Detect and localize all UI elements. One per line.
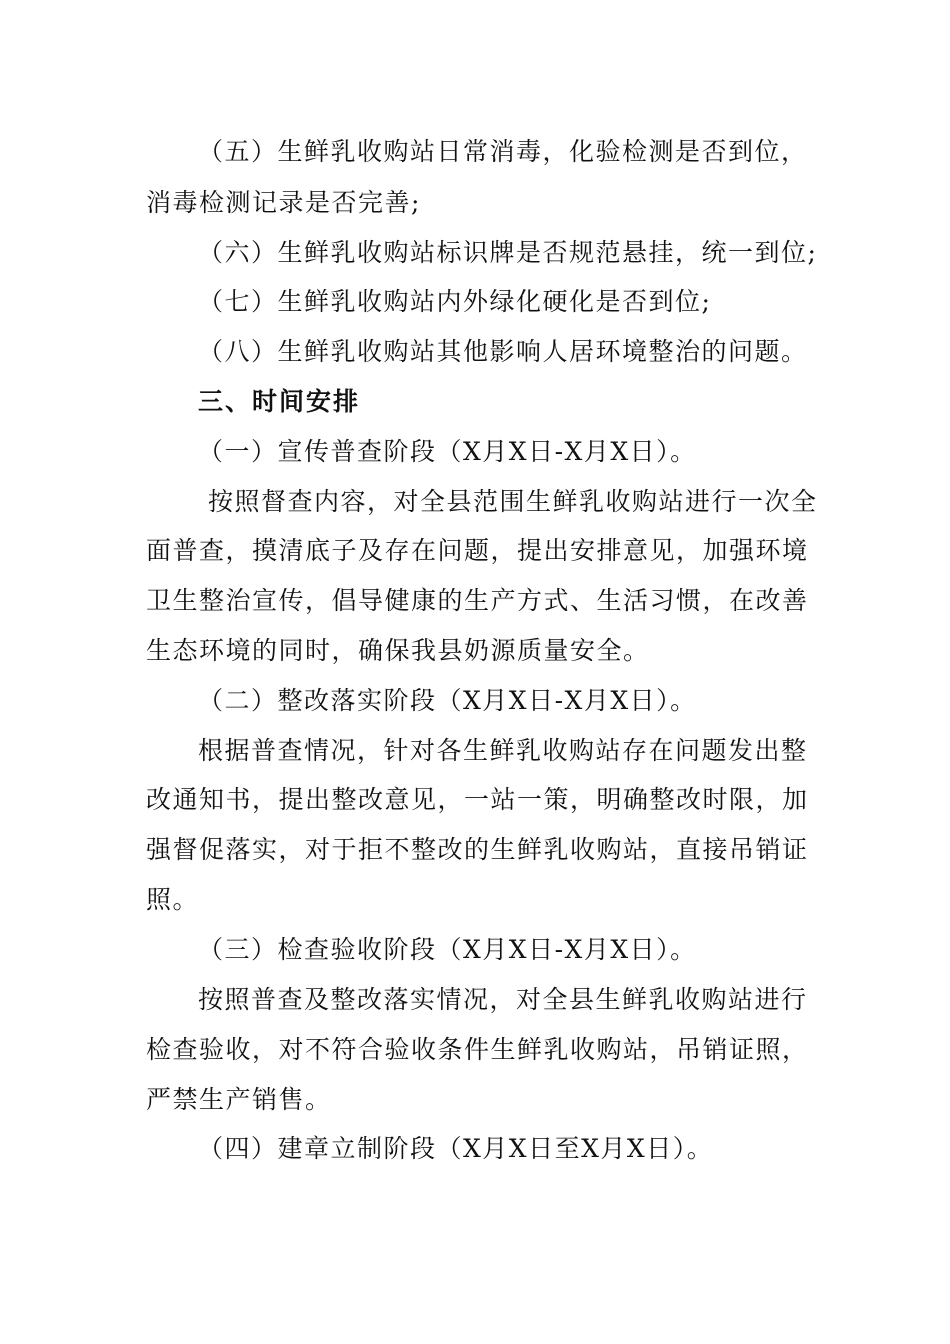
phase-2-title: （二）整改落实阶段（X月X日-X月X日）。	[198, 686, 697, 715]
item-6: （六）生鲜乳收购站标识牌是否规范悬挂，统一到位;	[198, 238, 818, 267]
phase-2-body-line-2: 改通知书，提出整改意见，一站一策，明确整改时限，加	[146, 785, 809, 814]
phase-1-body-line-2: 面普查，摸清底子及存在问题，提出安排意见，加强环境	[146, 536, 809, 565]
item-7: （七）生鲜乳收购站内外绿化硬化是否到位;	[198, 287, 712, 316]
phase-1-body-line-3: 卫生整治宣传，倡导健康的生产方式、生活习惯，在改善	[146, 586, 809, 615]
phase-3-body-line-2: 检查验收，对不符合验收条件生鲜乳收购站，吊销证照，	[146, 1035, 809, 1064]
phase-1-body-line-1: 按照督查内容，对全县范围生鲜乳收购站进行一次全	[208, 487, 818, 516]
phase-3-title: （三）检查验收阶段（X月X日-X月X日）。	[198, 935, 697, 964]
phase-1-body-line-4: 生态环境的同时，确保我县奶源质量安全。	[146, 636, 650, 665]
item-8: （八）生鲜乳收购站其他影响人居环境整治的问题。	[198, 337, 808, 366]
phase-2-body-line-4: 照。	[146, 885, 200, 914]
phase-2-body-line-3: 强督促落实，对于拒不整改的生鲜乳收购站，直接吊销证	[146, 835, 809, 864]
item-5-line-1: （五）生鲜乳收购站日常消毒，化验检测是否到位，	[198, 137, 808, 166]
phase-3-body-line-3: 严禁生产销售。	[146, 1085, 332, 1114]
section-heading-schedule: 三、时间安排	[198, 387, 361, 416]
phase-2-body-line-1: 根据普查情况，针对各生鲜乳收购站存在问题发出整	[198, 736, 808, 765]
phase-1-title: （一）宣传普查阶段（X月X日-X月X日）。	[198, 437, 697, 466]
item-5-line-2: 消毒检测记录是否完善;	[146, 188, 421, 217]
phase-4-title: （四）建章立制阶段（X月X日至X月X日）。	[198, 1134, 714, 1163]
phase-3-body-line-1: 按照普查及整改落实情况，对全县生鲜乳收购站进行	[198, 985, 808, 1014]
